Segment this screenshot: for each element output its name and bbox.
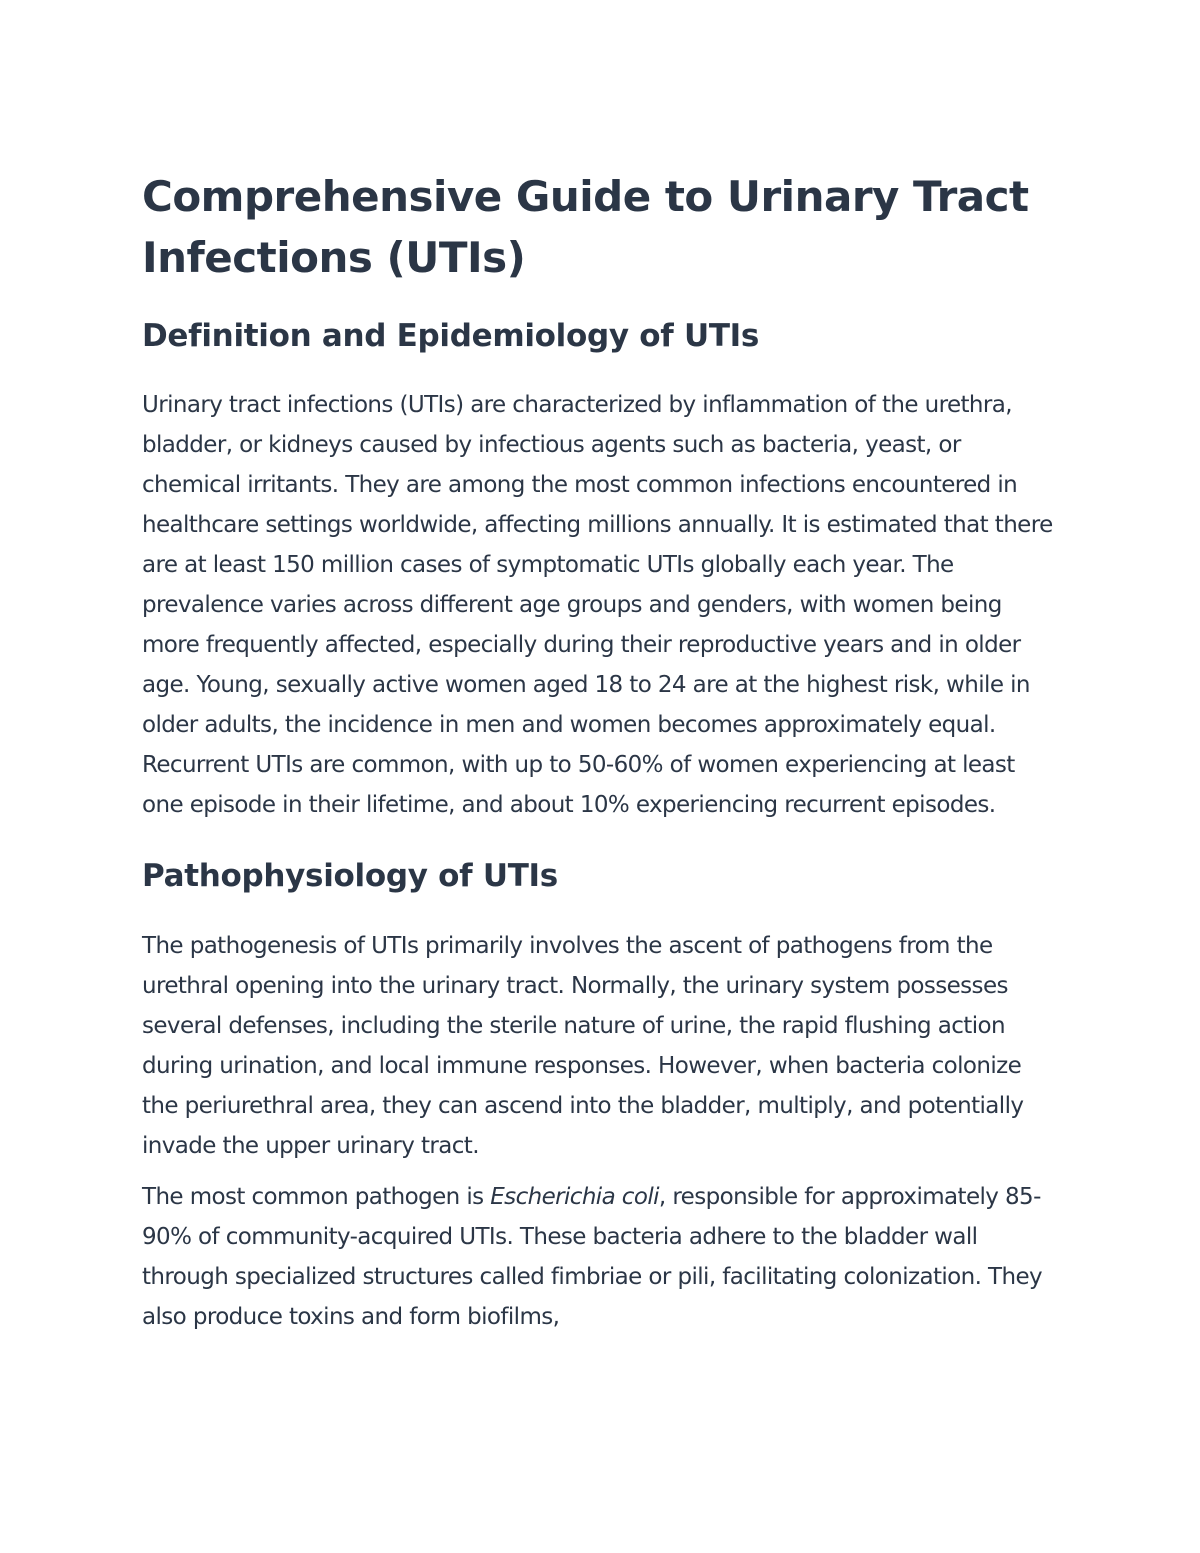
section-heading-pathophysiology: Pathophysiology of UTIs (142, 858, 558, 894)
paragraph-text-before: The most common pathogen is (142, 1184, 491, 1210)
paragraph-text-after: , responsible for approximately 85-90% of community-acquired UTIs. These bacteria adhere to the bladder wall through specialized structures called fimbriae or pili, facilitating colonization. They also produce toxins and form biofilms, (142, 1184, 1043, 1330)
paragraph-pathophysiology-ascent: The pathogenesis of UTIs primarily involves the ascent of pathogens from the urethral opening into the urinary tract. Normally, the urinary system possesses several defenses, including the sterile nature of urine, the rapid flushing action during urination, and local immune responses. However, when bacteria colonize the periurethral area, they can ascend into the bladder, multiply, and potentially invade the upper urinary tract. (142, 933, 1024, 1159)
paragraph-pathophysiology-pathogen (142, 1177, 1062, 1337)
paragraph-definition-epidemiology: Urinary tract infections (UTIs) are characterized by inflammation of the urethra, bladder, or kidneys caused by infectious agents such as bacteria, yeast, or chemical irritants. They are among the most common infections encountered in healthcare settings worldwide, affecting millions annually. It is estimated that there are at least 150 million cases of symptomatic UTIs globally each year. The prevalence varies across different age groups and genders, with women being more frequently affected, especially during their reproductive years and in older age. Young, sexually active women aged 18 to 24 are at the highest risk, while in older adults, the incidence in men and women becomes approximately equal. Recurrent UTIs are common, with up to 50-60% of women experiencing at least one episode in their lifetime, and about 10% experiencing recurrent episodes. (142, 392, 1053, 818)
section-heading-definition-epidemiology: Definition and Epidemiology of UTIs (142, 318, 760, 354)
document-title: Comprehensive Guide to Urinary Tract Infections (UTIs) (142, 172, 1029, 282)
species-name-italic: Escherichia coli (490, 1184, 659, 1210)
document-page (142, 166, 1062, 1337)
